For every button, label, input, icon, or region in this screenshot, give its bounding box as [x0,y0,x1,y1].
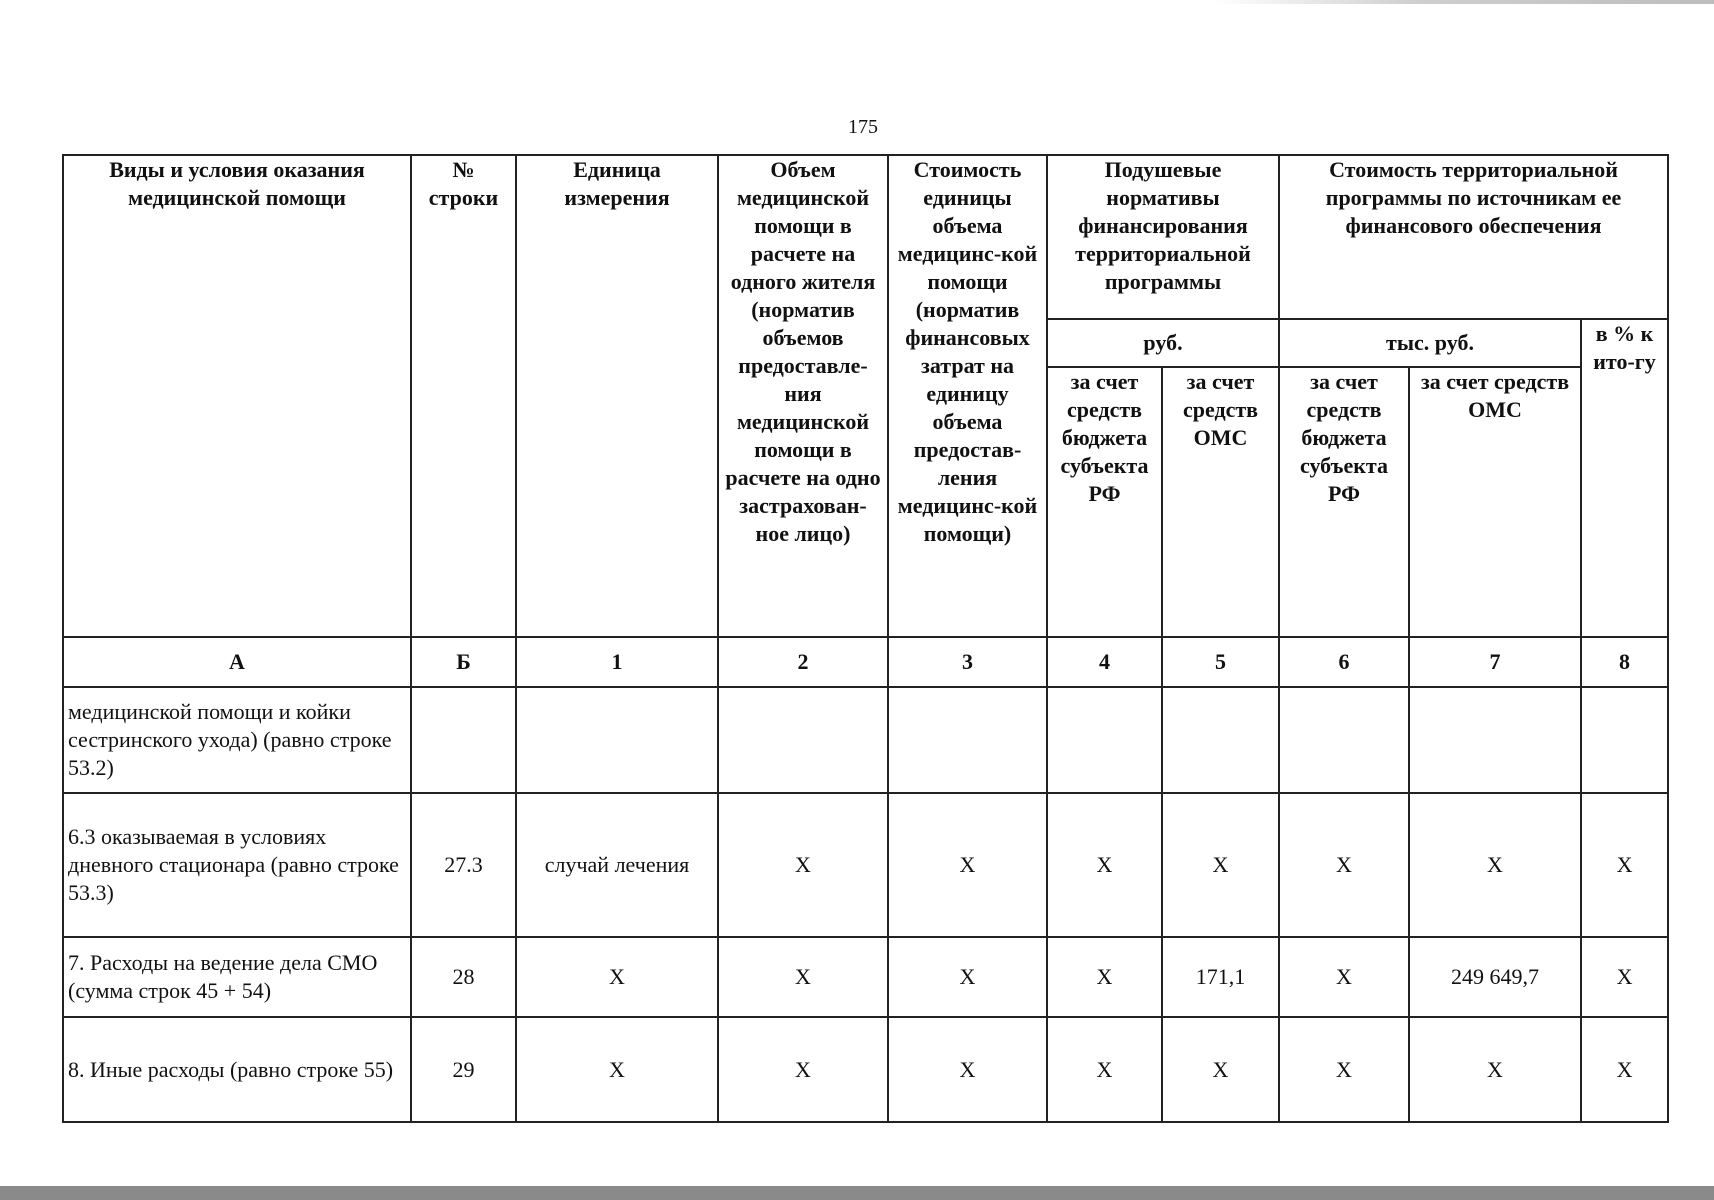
table-cell: Х [888,937,1047,1017]
table-cell: случай лечения [516,793,718,937]
table-cell [1409,687,1581,793]
table-cell [411,687,516,793]
row-label: медицинской помощи и койки сестринского ухода) (равно строке 53.2) [63,687,411,793]
index-cell: 7 [1409,637,1581,687]
header-program-cost-group: Стоимость территориальной программы по источникам ее финансового обеспечения [1279,155,1668,319]
table-cell: Х [1047,937,1162,1017]
table-row [63,687,1668,793]
row-label: 7. Расходы на ведение дела СМО (сумма строк 45 + 54) [63,937,411,1017]
table-cell: Х [1581,1017,1668,1122]
table-cell [888,687,1047,793]
index-cell: Б [411,637,516,687]
header-row-number: № строки [411,155,516,637]
page-number: 175 [848,116,878,138]
table-cell: Х [1581,937,1668,1017]
table-row [63,937,1668,1017]
table-cell: Х [888,793,1047,937]
scan-edge-bottom [0,1186,1714,1200]
table-cell [1047,687,1162,793]
table-cell: Х [1047,1017,1162,1122]
table-cell: Х [718,793,888,937]
header-volume: Объем медицинской помощи в расчете на одного жителя (норматив объемов предоставле-ния медицинской помощи в расчете на одно застрахован-ное лицо) [718,155,888,637]
index-cell: 6 [1279,637,1409,687]
index-cell: 2 [718,637,888,687]
table-cell: Х [718,1017,888,1122]
table-cell: 29 [411,1017,516,1122]
index-cell: А [63,637,411,687]
table-cell: Х [1279,793,1409,937]
table-cell [1162,687,1279,793]
table-cell: 249 649,7 [1409,937,1581,1017]
header-oms-rub: за счет средств ОМС [1162,367,1279,637]
column-index-row [63,637,1668,687]
table-cell: Х [888,1017,1047,1122]
table-cell: Х [1047,793,1162,937]
table-cell: Х [1581,793,1668,937]
header-unit: Единица измерения [516,155,718,637]
header-budget-thousand: за счет средств бюджета субъекта РФ [1279,367,1409,637]
financing-table [62,154,1669,1123]
table-cell: Х [718,937,888,1017]
header-care-types: Виды и условия оказания медицинской помощи [63,155,411,637]
table-row [63,1017,1668,1122]
table-cell [718,687,888,793]
header-per-capita-group: Подушевые нормативы финансирования территориальной программы [1047,155,1279,319]
row-label: 8. Иные расходы (равно строке 55) [63,1017,411,1122]
table-cell: 171,1 [1162,937,1279,1017]
table-cell: Х [1409,1017,1581,1122]
table-cell: Х [516,1017,718,1122]
row-label: 6.3 оказываемая в условиях дневного стационара (равно строке 53.3) [63,793,411,937]
header-unit-thousand-rub: тыс. руб. [1279,319,1581,367]
header-percent-total: в % к ито-гу [1581,319,1668,637]
index-cell: 1 [516,637,718,687]
table-cell [1279,687,1409,793]
header-budget-rub: за счет средств бюджета субъекта РФ [1047,367,1162,637]
header-unit-rub: руб. [1047,319,1279,367]
table-cell: 28 [411,937,516,1017]
scan-edge-top [1214,0,1714,4]
table-cell: Х [1162,793,1279,937]
table-cell [516,687,718,793]
table-row [63,793,1668,937]
header-oms-thousand: за счет средств ОМС [1409,367,1581,637]
table-cell: 27.3 [411,793,516,937]
table-cell: Х [1279,937,1409,1017]
table-cell [1581,687,1668,793]
index-cell: 4 [1047,637,1162,687]
table-cell: Х [1409,793,1581,937]
index-cell: 5 [1162,637,1279,687]
header-unit-cost: Стоимость единицы объема медицинс-кой помощи (норматив финансовых затрат на единицу объема предостав-ления медицинс-кой помощи) [888,155,1047,637]
index-cell: 3 [888,637,1047,687]
table-cell: Х [1162,1017,1279,1122]
index-cell: 8 [1581,637,1668,687]
table-cell: Х [516,937,718,1017]
table-cell: Х [1279,1017,1409,1122]
